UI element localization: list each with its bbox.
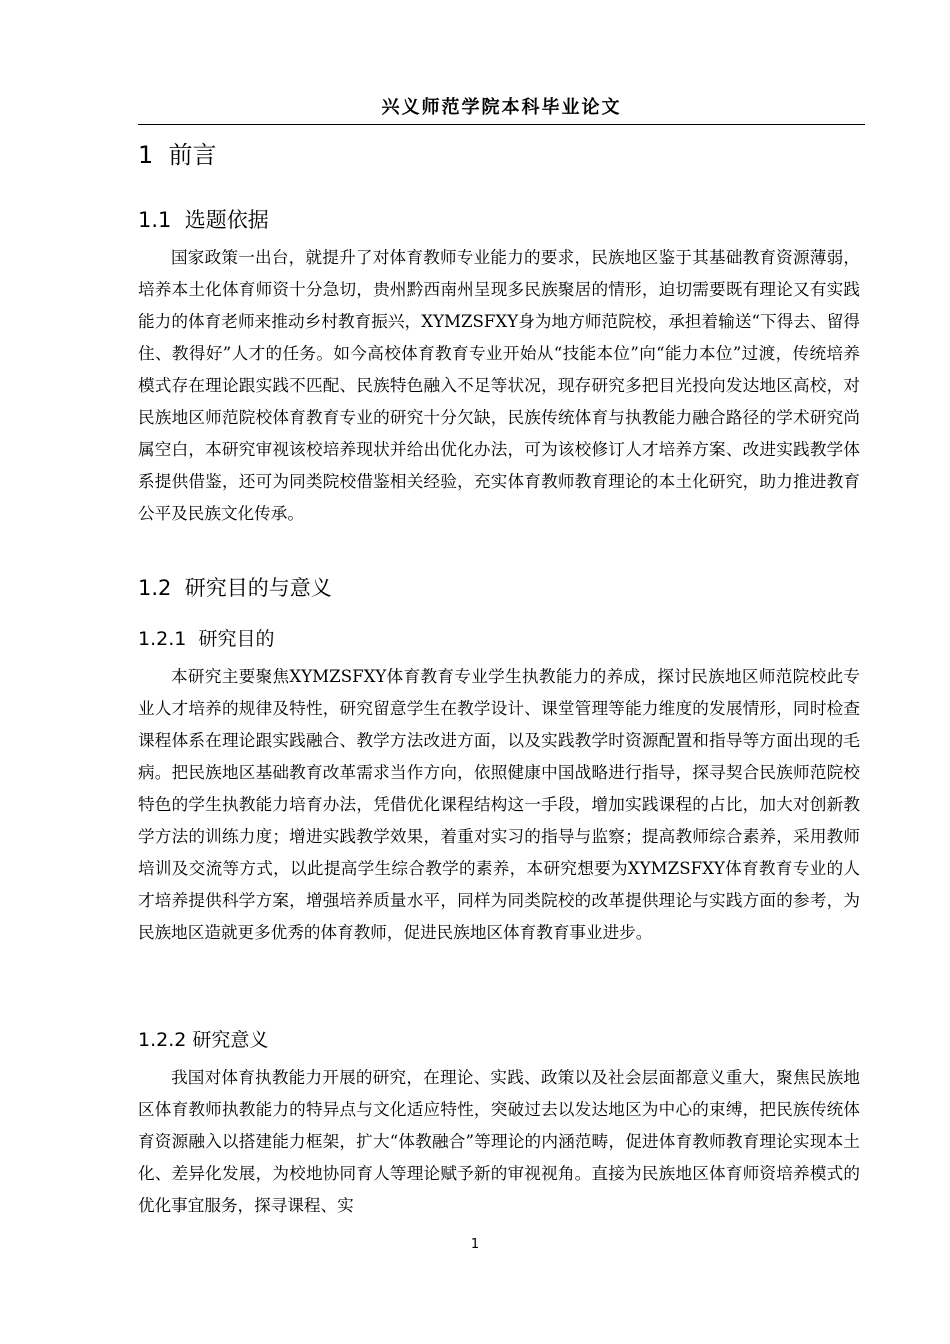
section-number: 1.2.1 (138, 628, 187, 650)
running-header: 兴义师范学院本科毕业论文 (138, 94, 865, 125)
paragraph-selection-basis: 国家政策一出台，就提升了对体育教师专业能力的要求，民族地区鉴于其基础教育资源薄弱，培养本土化体育师资十分急切，贵州黔西南州呈现多民族聚居的情形，迫切需要既有理论又有实践能力的体育老师来推动乡村教育振兴，XYMZSFXY身为地方师范院校，承担着输送“下得去、留得住、教得好”人才的任务。如今高校体育教育专业开始从“技能本位”向“能力本位”过渡，传统培养模式存在理论跟实践不匹配、民族特色融入不足等状况，现存研究多把目光投向发达地区高校，对民族地区师范院校体育教育专业的研究十分欠缺，民族传统体育与执教能力融合路径的学术研究尚属空白，本研究审视该校培养现状并给出优化办法，可为该校修订人才培养方案、改进实践教学体系提供借鉴，还可为同类院校借鉴相关经验，充实体育教师教育理论的本土化研究，助力推进教育公平及民族文化传承。 (138, 248, 860, 523)
page-number: 1 (470, 1237, 480, 1252)
section-title: 研究意义 (192, 1029, 269, 1051)
section-number: 1.2 (138, 576, 172, 600)
section-title: 研究目的 (198, 628, 275, 650)
section-title: 前言 (168, 141, 217, 169)
section-heading-1 (138, 135, 217, 170)
section-number: 1.2.2 (138, 1029, 187, 1051)
section-heading-1-1 (138, 204, 269, 234)
paragraph-research-significance: 我国对体育执教能力开展的研究，在理论、实践、政策以及社会层面都意义重大，聚焦民族地区体育教师执教能力的特异点与文化适应特性，突破过去以发达地区为中心的束缚，把民族传统体育资源融入以搭建能力框架，扩大“体教融合”等理论的内涵范畴，促进体育教师教育理论实现本土化、差异化发展，为校地协同育人等理论赋予新的审视视角。直接为民族地区体育师资培养模式的优化事宜服务，探寻课程、实 (138, 1068, 860, 1215)
section-title: 研究目的与意义 (184, 576, 332, 600)
section-number: 1 (138, 141, 154, 169)
section-title: 选题依据 (184, 208, 269, 232)
section-heading-1-2 (138, 572, 332, 602)
section-heading-1-2-1 (138, 624, 274, 651)
paragraph-research-purpose: 本研究主要聚焦XYMZSFXY体育教育专业学生执教能力的养成，探讨民族地区师范院校此专业人才培养的规律及特性，研究留意学生在教学设计、课堂管理等能力维度的发展情形，同时检查课程体系在理论跟实践融合、教学方法改进方面，以及实践教学时资源配置和指导等方面出现的毛病。把民族地区基础教育改革需求当作方向，依照健康中国战略进行指导，探寻契合民族师范院校特色的学生执教能力培育办法，凭借优化课程结构这一手段，增加实践课程的占比，加大对创新教学方法的训练力度；增进实践教学效果，着重对实习的指导与监察；提高教师综合素养，采用教师培训及交流等方式，以此提高学生综合教学的素养，本研究想要为XYMZSFXY体育教育专业的人才培养提供科学方案，增强培养质量水平，同样为同类院校的改革提供理论与实践方面的参考，为民族地区造就更多优秀的体育教师，促进民族地区体育教育事业进步。 (138, 667, 860, 942)
section-heading-1-2-2 (138, 1025, 268, 1052)
section-number: 1.1 (138, 208, 172, 232)
